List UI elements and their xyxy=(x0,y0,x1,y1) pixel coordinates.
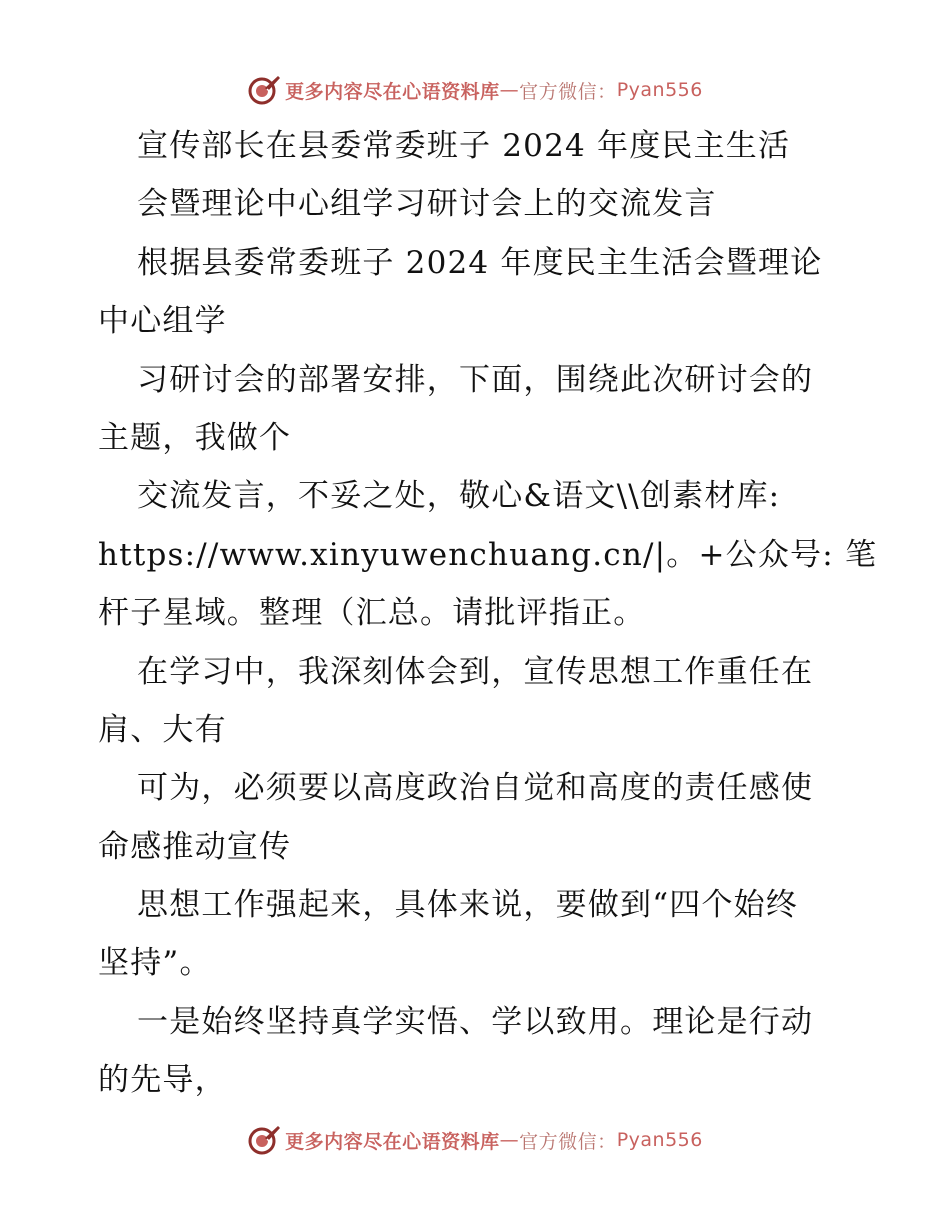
text-line: 交流发言，不妥之处，敬心&语文\\创素材库: xyxy=(137,478,781,515)
header-watermark xyxy=(0,70,950,110)
text-line: 坚持”。 xyxy=(98,945,212,982)
watermark-dash: — xyxy=(499,1129,520,1151)
text-line: https://www.xinyuwenchuang.cn/|。+公众号: 笔 xyxy=(98,536,878,573)
watermark-dash: — xyxy=(499,79,520,101)
pen-logo-icon xyxy=(247,1123,281,1157)
text-line: 一是始终坚持真学实悟、学以致用。理论是行动 xyxy=(137,1003,814,1040)
text-line: 在学习中，我深刻体会到，宣传思想工作重任在 xyxy=(137,653,814,690)
text-line: 命感推动宣传 xyxy=(98,828,292,865)
pen-logo-icon xyxy=(247,73,281,107)
text-line: 会暨理论中心组学习研讨会上的交流发言 xyxy=(137,186,717,223)
text-line: 中心组学 xyxy=(98,303,227,340)
text-line: 习研讨会的部署安排，下面，围绕此次研讨会的 xyxy=(137,361,814,398)
watermark-label: 官方微信： xyxy=(519,80,617,103)
document-body xyxy=(98,117,878,1110)
text-line: 肩、大有 xyxy=(98,711,227,748)
text-line: 主题，我做个 xyxy=(98,419,292,456)
footer-watermark xyxy=(0,1120,950,1160)
text-line: 思想工作强起来，具体来说，要做到“四个始终 xyxy=(137,887,799,924)
watermark-main-text: 更多内容尽在心语资料库 xyxy=(285,80,500,103)
text-line: 根据县委常委班子 2024 年度民主生活会暨理论 xyxy=(137,244,823,281)
watermark-id: Pyan556 xyxy=(616,1129,703,1151)
text-line: 杆子星域。整理（汇总。请批评指正。 xyxy=(98,595,646,632)
watermark-main-text: 更多内容尽在心语资料库 xyxy=(285,1130,500,1153)
text-line: 宣传部长在县委常委班子 2024 年度民主生活 xyxy=(137,128,791,164)
watermark-id: Pyan556 xyxy=(616,79,703,101)
text-line: 的先导， xyxy=(98,1062,227,1099)
watermark-label: 官方微信： xyxy=(519,1130,617,1153)
text-line: 可为，必须要以高度政治自觉和高度的责任感使 xyxy=(137,770,814,807)
